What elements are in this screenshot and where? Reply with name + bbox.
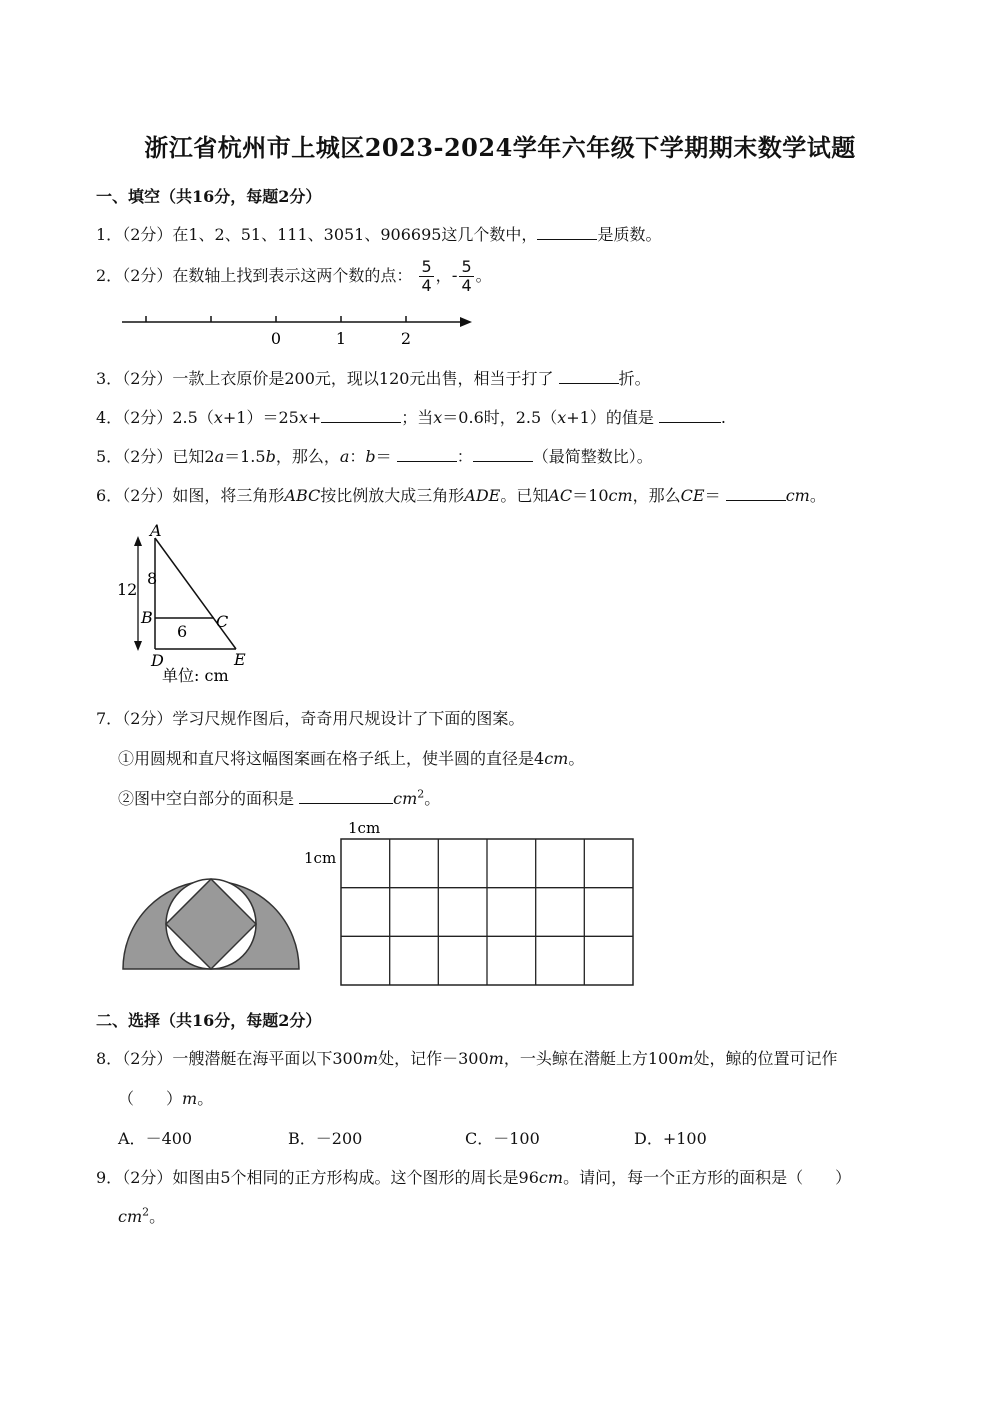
question-2: 2．（2分）在数轴上找到表示这两个数的点： $\frac{5}{4}$ ，- $\frac{5}{4}$ 。 <box>96 257 492 295</box>
question-number: 2． <box>96 266 123 285</box>
question-5: 5．（2分）已知2a＝1.5b，那么，a：b＝ ： （最简整数比）。 <box>96 447 653 466</box>
question-text: 在1、2、51、111、3051、906695这几个数中， <box>172 225 538 244</box>
unit-caption: 单位: cm <box>162 666 229 685</box>
vertex-label-c: C <box>216 612 229 631</box>
grid-paper <box>300 818 640 990</box>
page-title: 浙江省杭州市上城区2023-2024学年六年级下学期期末数学试题 <box>144 133 856 162</box>
question-9-continued: $cm^2$。 <box>118 1205 166 1226</box>
number-line-arrow <box>460 317 472 327</box>
semicircle-pattern <box>118 872 304 972</box>
question-number: 1． <box>96 225 123 244</box>
length-label-8: 8 <box>147 569 158 588</box>
section-heading-multiple-choice: 二、选择（共16分，每题2分） <box>96 1011 322 1030</box>
length-label-12: 12 <box>117 580 138 599</box>
option-b[interactable]: B．－200 <box>288 1129 363 1148</box>
dimension-arrow-up <box>134 536 142 546</box>
answer-blank[interactable] <box>537 225 597 240</box>
question-9: 9．（2分）如图由5个相同的正方形构成。这个图形的周长是96cm。请问，每一个正方形的面积是（ ） <box>96 1168 852 1187</box>
tick-label: 2 <box>400 329 412 348</box>
dimension-arrow-down <box>134 641 142 651</box>
answer-blank[interactable] <box>659 408 721 423</box>
question-3: 3．（2分）一款上衣原价是200元，现以120元出售，相当于打了 折。 <box>96 369 651 388</box>
tick-label: 0 <box>270 329 282 348</box>
question-text: 是质数。 <box>597 225 662 244</box>
answer-blank[interactable] <box>726 486 786 501</box>
answer-blank[interactable] <box>299 789 393 804</box>
question-text: 在数轴上找到表示这两个数的点： <box>172 266 413 285</box>
answer-parentheses[interactable]: （ ） <box>118 1089 183 1108</box>
question-text: 一款上衣原价是200元，现以120元出售，相当于打了 <box>172 369 554 388</box>
question-7: 7．（2分）学习尺规作图后，奇奇用尺规设计了下面的图案。 <box>96 709 525 728</box>
option-a[interactable]: A．－400 <box>118 1129 193 1148</box>
option-d[interactable]: D．+100 <box>634 1129 707 1148</box>
question-score: （2分） <box>122 225 173 244</box>
vertex-label-e: E <box>234 650 246 669</box>
question-score: （2分） <box>122 266 173 285</box>
question-7-part-2: ②图中空白部分的面积是 $cm^2$。 <box>118 787 441 808</box>
fraction-five-fourths: $\frac{5}{4}$ <box>421 257 432 295</box>
vertex-label-d: D <box>151 651 164 670</box>
vertex-label-b: B <box>141 608 153 627</box>
grid-label-left: 1cm <box>304 849 337 867</box>
question-7-part-1: ①用圆规和直尺将这幅图案画在格子纸上，使半圆的直径是4cm。 <box>118 749 585 768</box>
question-4: 4．（2分）2.5（x+1）＝25x+ ；当x＝0.6时，2.5（x+1）的值是 . <box>96 408 727 427</box>
vertex-label-a: A <box>150 521 162 540</box>
number-line <box>110 306 480 350</box>
section-heading-fill-in: 一、填空（共16分，每题2分） <box>96 187 322 206</box>
answer-blank[interactable] <box>397 447 457 462</box>
minus-sign: - <box>451 266 458 285</box>
segment-AE <box>155 538 236 649</box>
fraction-negative-five-fourths: $\frac{5}{4}$ <box>461 257 472 295</box>
answer-blank[interactable] <box>321 408 401 423</box>
tick-label: 1 <box>335 329 347 348</box>
option-c[interactable]: C．－100 <box>465 1129 540 1148</box>
question-8-continued: （ ）m。 <box>118 1089 214 1108</box>
answer-blank[interactable] <box>473 447 533 462</box>
triangle-figure <box>110 518 270 690</box>
answer-blank[interactable] <box>559 369 619 384</box>
grid-label-top: 1cm <box>348 819 381 837</box>
question-6: 6．（2分）如图，将三角形ABC按比例放大成三角形ADE。已知AC＝10cm，那么CE＝ cm。 <box>96 486 826 505</box>
question-8: 8．（2分）一艘潜艇在海平面以下300m处，记作－300m，一头鲸在潜艇上方100m处，鲸的位置可记作 <box>96 1049 838 1068</box>
question-1 <box>96 222 661 245</box>
length-label-6: 6 <box>177 622 188 641</box>
